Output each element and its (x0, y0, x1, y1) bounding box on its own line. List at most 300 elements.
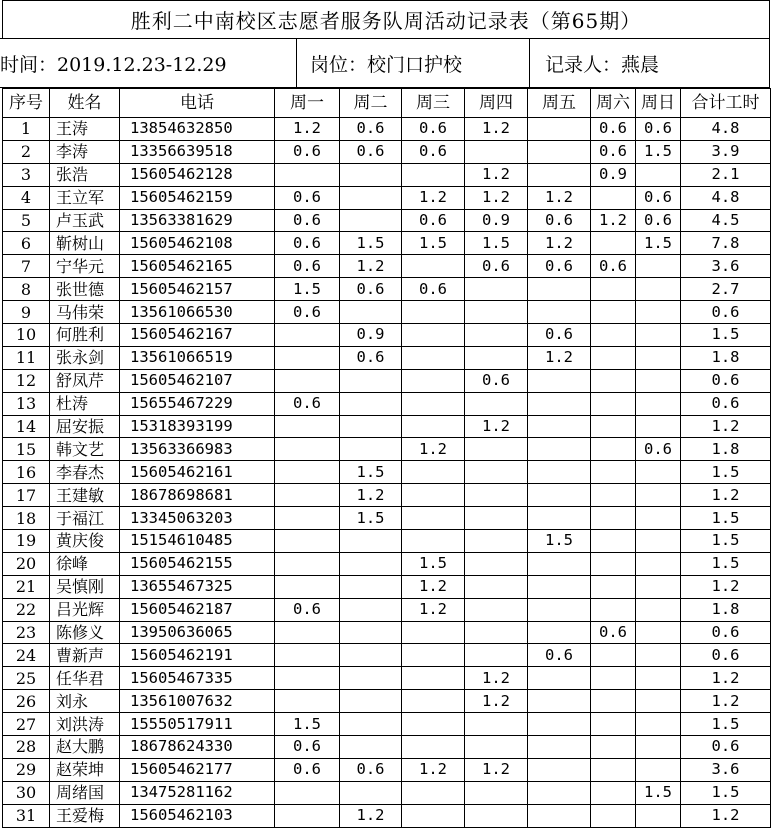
phone-number: 15605462187 (120, 598, 275, 621)
hours-wed: 1.2 (402, 598, 465, 621)
header-sat: 周六 (591, 89, 636, 118)
hours-fri (528, 667, 591, 690)
phone-number: 13655467325 (120, 575, 275, 598)
hours-wed: 1.2 (402, 438, 465, 461)
phone-number: 13561007632 (120, 690, 275, 713)
hours-mon (275, 369, 340, 392)
row-index: 26 (3, 690, 50, 713)
phone-number: 18678624330 (120, 736, 275, 759)
table-row (3, 278, 771, 301)
volunteer-name: 李涛 (50, 140, 120, 163)
phone-number: 13345063203 (120, 507, 275, 530)
hours-sun (636, 278, 681, 301)
hours-sun: 0.6 (636, 209, 681, 232)
hours-tue (340, 301, 402, 324)
hours-tue (340, 690, 402, 713)
phone-number: 13561066519 (120, 346, 275, 369)
row-index: 8 (3, 278, 50, 301)
hours-thu: 0.6 (465, 255, 528, 278)
hours-tue (340, 552, 402, 575)
hours-wed (402, 507, 465, 530)
hours-sat: 0.6 (591, 140, 636, 163)
hours-tue (340, 781, 402, 804)
hours-total: 0.6 (681, 644, 771, 667)
table-row (3, 621, 771, 644)
hours-total: 2.7 (681, 278, 771, 301)
hours-wed (402, 163, 465, 186)
table-row (3, 438, 771, 461)
hours-fri (528, 461, 591, 484)
hours-mon (275, 621, 340, 644)
hours-mon (275, 484, 340, 507)
volunteer-name: 陈修义 (50, 621, 120, 644)
hours-total: 1.5 (681, 461, 771, 484)
hours-thu (465, 736, 528, 759)
hours-thu (465, 507, 528, 530)
hours-tue (340, 530, 402, 553)
phone-number: 13950636065 (120, 621, 275, 644)
hours-wed: 0.6 (402, 118, 465, 141)
hours-total: 1.8 (681, 346, 771, 369)
hours-mon: 0.6 (275, 758, 340, 781)
hours-wed (402, 346, 465, 369)
header-mon: 周一 (275, 89, 340, 118)
volunteer-name: 王建敏 (50, 484, 120, 507)
phone-number: 15605462159 (120, 186, 275, 209)
hours-mon (275, 804, 340, 827)
hours-thu (465, 575, 528, 598)
table-row (3, 346, 771, 369)
table-row (3, 484, 771, 507)
hours-mon (275, 415, 340, 438)
hours-total: 1.2 (681, 575, 771, 598)
hours-tue: 1.5 (340, 461, 402, 484)
volunteer-name: 赵荣坤 (50, 758, 120, 781)
hours-sat (591, 415, 636, 438)
info-divider (296, 39, 297, 87)
hours-tue (340, 438, 402, 461)
hours-tue (340, 598, 402, 621)
hours-sun: 1.5 (636, 140, 681, 163)
hours-thu (465, 713, 528, 736)
row-index: 24 (3, 644, 50, 667)
hours-thu (465, 392, 528, 415)
header-total: 合计工时 (681, 89, 771, 118)
phone-number: 13561066530 (120, 301, 275, 324)
hours-sat (591, 552, 636, 575)
hours-sun (636, 713, 681, 736)
hours-sat (591, 301, 636, 324)
hours-wed: 1.5 (402, 232, 465, 255)
hours-tue (340, 415, 402, 438)
hours-fri (528, 369, 591, 392)
hours-sun (636, 255, 681, 278)
hours-sun: 0.6 (636, 118, 681, 141)
table-row (3, 461, 771, 484)
hours-mon (275, 530, 340, 553)
hours-wed: 1.2 (402, 758, 465, 781)
row-index: 3 (3, 163, 50, 186)
hours-tue (340, 736, 402, 759)
row-index: 16 (3, 461, 50, 484)
hours-sat (591, 507, 636, 530)
hours-thu (465, 484, 528, 507)
hours-fri: 1.2 (528, 346, 591, 369)
row-index: 12 (3, 369, 50, 392)
hours-fri: 0.6 (528, 255, 591, 278)
volunteer-name: 吴慎刚 (50, 575, 120, 598)
hours-total: 0.6 (681, 621, 771, 644)
row-index: 17 (3, 484, 50, 507)
hours-tue: 0.6 (340, 758, 402, 781)
hours-sat (591, 438, 636, 461)
hours-thu (465, 598, 528, 621)
table-row (3, 530, 771, 553)
hours-tue (340, 186, 402, 209)
hours-wed (402, 461, 465, 484)
hours-sun (636, 575, 681, 598)
phone-number: 13563366983 (120, 438, 275, 461)
header-sun: 周日 (636, 89, 681, 118)
hours-mon: 0.6 (275, 186, 340, 209)
hours-sat (591, 690, 636, 713)
row-index: 22 (3, 598, 50, 621)
table-row (3, 575, 771, 598)
hours-sat (591, 758, 636, 781)
hours-thu (465, 278, 528, 301)
hours-fri: 1.2 (528, 232, 591, 255)
hours-tue: 0.6 (340, 140, 402, 163)
hours-sat (591, 736, 636, 759)
hours-thu: 1.2 (465, 758, 528, 781)
table-row (3, 736, 771, 759)
phone-number: 15605462191 (120, 644, 275, 667)
hours-mon (275, 667, 340, 690)
hours-sat: 0.6 (591, 255, 636, 278)
hours-thu: 1.2 (465, 186, 528, 209)
hours-tue (340, 667, 402, 690)
hours-sun (636, 484, 681, 507)
volunteer-name: 张浩 (50, 163, 120, 186)
hours-tue (340, 713, 402, 736)
hours-sat (591, 232, 636, 255)
hours-mon: 1.5 (275, 713, 340, 736)
hours-total: 1.5 (681, 324, 771, 347)
header-phone: 电话 (120, 89, 275, 118)
table-row (3, 392, 771, 415)
hours-tue (340, 209, 402, 232)
hours-mon: 0.6 (275, 255, 340, 278)
hours-thu (465, 438, 528, 461)
hours-fri (528, 621, 591, 644)
hours-total: 1.8 (681, 598, 771, 621)
hours-sun (636, 163, 681, 186)
volunteer-name: 屈安振 (50, 415, 120, 438)
volunteer-name: 马伟荣 (50, 301, 120, 324)
hours-total: 1.2 (681, 690, 771, 713)
hours-total: 1.2 (681, 667, 771, 690)
row-index: 13 (3, 392, 50, 415)
hours-thu (465, 621, 528, 644)
hours-mon: 1.5 (275, 278, 340, 301)
hours-fri (528, 804, 591, 827)
header-fri: 周五 (528, 89, 591, 118)
hours-sun (636, 758, 681, 781)
header-tue: 周二 (340, 89, 402, 118)
sheet-title: 胜利二中南校区志愿者服务队周活动记录表（第65期） (2, 0, 770, 38)
phone-number: 15550517911 (120, 713, 275, 736)
hours-total: 3.9 (681, 140, 771, 163)
hours-sat (591, 575, 636, 598)
hours-thu: 1.2 (465, 163, 528, 186)
hours-mon (275, 507, 340, 530)
hours-fri (528, 552, 591, 575)
hours-thu (465, 461, 528, 484)
hours-total: 0.6 (681, 736, 771, 759)
hours-fri (528, 758, 591, 781)
hours-sun (636, 552, 681, 575)
hours-mon (275, 781, 340, 804)
hours-fri (528, 438, 591, 461)
phone-number: 15318393199 (120, 415, 275, 438)
row-index: 25 (3, 667, 50, 690)
hours-tue (340, 392, 402, 415)
hours-mon: 0.6 (275, 392, 340, 415)
row-index: 2 (3, 140, 50, 163)
hours-fri: 1.5 (528, 530, 591, 553)
header-thu: 周四 (465, 89, 528, 118)
row-index: 31 (3, 804, 50, 827)
hours-fri (528, 736, 591, 759)
hours-tue (340, 575, 402, 598)
phone-number: 15605462161 (120, 461, 275, 484)
row-index: 29 (3, 758, 50, 781)
hours-sun: 1.5 (636, 781, 681, 804)
volunteer-name: 任华君 (50, 667, 120, 690)
hours-sat (591, 781, 636, 804)
hours-sun (636, 690, 681, 713)
hours-fri (528, 278, 591, 301)
phone-number: 15605462157 (120, 278, 275, 301)
phone-number: 15154610485 (120, 530, 275, 553)
hours-total: 3.6 (681, 758, 771, 781)
hours-wed: 1.2 (402, 575, 465, 598)
phone-number: 13563381629 (120, 209, 275, 232)
hours-sun (636, 392, 681, 415)
hours-fri (528, 415, 591, 438)
info-divider (769, 39, 770, 87)
hours-thu (465, 552, 528, 575)
hours-fri (528, 781, 591, 804)
hours-mon (275, 690, 340, 713)
hours-sat: 1.2 (591, 209, 636, 232)
hours-wed (402, 415, 465, 438)
volunteer-name: 靳树山 (50, 232, 120, 255)
phone-number: 15605462177 (120, 758, 275, 781)
volunteer-name: 舒凤芹 (50, 369, 120, 392)
hours-thu: 0.6 (465, 369, 528, 392)
volunteer-name: 何胜利 (50, 324, 120, 347)
table-row (3, 758, 771, 781)
time-range: 时间：2019.12.23-12.29 (0, 53, 227, 76)
hours-fri (528, 598, 591, 621)
phone-number: 15605462107 (120, 369, 275, 392)
table-row (3, 163, 771, 186)
hours-wed (402, 530, 465, 553)
hours-total: 1.2 (681, 415, 771, 438)
hours-sun (636, 530, 681, 553)
hours-total: 1.5 (681, 713, 771, 736)
volunteer-name: 韩文艺 (50, 438, 120, 461)
volunteer-name: 王涛 (50, 118, 120, 141)
table-row (3, 667, 771, 690)
recorder-label: 记录人：燕晨 (545, 53, 660, 76)
phone-number: 13356639518 (120, 140, 275, 163)
hours-fri (528, 118, 591, 141)
phone-number: 15605467335 (120, 667, 275, 690)
hours-fri (528, 140, 591, 163)
hours-thu: 1.2 (465, 118, 528, 141)
hours-sun (636, 621, 681, 644)
volunteer-name: 刘洪涛 (50, 713, 120, 736)
table-row (3, 255, 771, 278)
row-index: 21 (3, 575, 50, 598)
hours-total: 1.2 (681, 804, 771, 827)
hours-mon (275, 552, 340, 575)
row-index: 30 (3, 781, 50, 804)
header-name: 姓名 (50, 89, 120, 118)
hours-mon (275, 163, 340, 186)
hours-sat: 0.6 (591, 118, 636, 141)
hours-wed (402, 369, 465, 392)
hours-tue (340, 621, 402, 644)
hours-mon: 0.6 (275, 598, 340, 621)
table-body (3, 118, 771, 828)
hours-thu (465, 644, 528, 667)
hours-thu (465, 301, 528, 324)
hours-fri: 0.6 (528, 644, 591, 667)
table-row (3, 369, 771, 392)
table-row (3, 232, 771, 255)
row-index: 9 (3, 301, 50, 324)
hours-sat (591, 346, 636, 369)
hours-sun (636, 736, 681, 759)
hours-wed (402, 484, 465, 507)
table-row (3, 713, 771, 736)
hours-sat (591, 461, 636, 484)
hours-thu: 1.2 (465, 690, 528, 713)
hours-wed (402, 713, 465, 736)
table-row (3, 140, 771, 163)
hours-fri: 0.6 (528, 209, 591, 232)
hours-mon: 1.2 (275, 118, 340, 141)
volunteer-name: 吕光辉 (50, 598, 120, 621)
table-row (3, 118, 771, 141)
hours-mon (275, 575, 340, 598)
volunteer-name: 杜涛 (50, 392, 120, 415)
hours-wed: 0.6 (402, 140, 465, 163)
phone-number: 13475281162 (120, 781, 275, 804)
hours-tue (340, 369, 402, 392)
hours-wed (402, 736, 465, 759)
header-wed: 周三 (402, 89, 465, 118)
hours-total: 2.1 (681, 163, 771, 186)
hours-tue (340, 163, 402, 186)
hours-mon (275, 346, 340, 369)
info-row (0, 38, 770, 88)
table-row (3, 301, 771, 324)
hours-sun (636, 324, 681, 347)
table-row (3, 552, 771, 575)
phone-number: 15605462155 (120, 552, 275, 575)
row-index: 20 (3, 552, 50, 575)
hours-tue: 1.2 (340, 804, 402, 827)
hours-tue: 1.2 (340, 484, 402, 507)
volunteer-name: 曹新声 (50, 644, 120, 667)
post-label: 岗位：校门口护校 (310, 53, 463, 76)
table-row (3, 804, 771, 827)
hours-sun: 0.6 (636, 438, 681, 461)
hours-tue: 1.5 (340, 232, 402, 255)
hours-mon: 0.6 (275, 140, 340, 163)
hours-sun (636, 804, 681, 827)
phone-number: 15605462165 (120, 255, 275, 278)
table-header-row (3, 89, 771, 118)
hours-total: 1.5 (681, 781, 771, 804)
row-index: 11 (3, 346, 50, 369)
hours-fri: 1.2 (528, 186, 591, 209)
hours-tue (340, 644, 402, 667)
table-row (3, 186, 771, 209)
hours-thu (465, 346, 528, 369)
hours-fri: 0.6 (528, 324, 591, 347)
hours-thu (465, 140, 528, 163)
hours-tue: 1.5 (340, 507, 402, 530)
hours-thu (465, 781, 528, 804)
table-row (3, 781, 771, 804)
hours-sat (591, 278, 636, 301)
hours-mon: 0.6 (275, 209, 340, 232)
hours-total: 1.5 (681, 552, 771, 575)
table-row (3, 644, 771, 667)
volunteer-name: 周绪国 (50, 781, 120, 804)
hours-wed (402, 804, 465, 827)
hours-tue: 1.2 (340, 255, 402, 278)
hours-fri (528, 484, 591, 507)
hours-mon (275, 438, 340, 461)
hours-total: 4.5 (681, 209, 771, 232)
volunteer-name: 王爱梅 (50, 804, 120, 827)
volunteer-name: 宁华元 (50, 255, 120, 278)
phone-number: 15605462103 (120, 804, 275, 827)
hours-fri (528, 507, 591, 530)
hours-thu: 1.2 (465, 667, 528, 690)
hours-total: 1.5 (681, 507, 771, 530)
hours-thu (465, 804, 528, 827)
row-index: 18 (3, 507, 50, 530)
row-index: 19 (3, 530, 50, 553)
hours-wed (402, 644, 465, 667)
row-index: 15 (3, 438, 50, 461)
hours-sun: 0.6 (636, 186, 681, 209)
hours-sat (591, 804, 636, 827)
table-row (3, 415, 771, 438)
hours-sat (591, 484, 636, 507)
table-row (3, 598, 771, 621)
hours-tue: 0.9 (340, 324, 402, 347)
volunteer-name: 于福江 (50, 507, 120, 530)
hours-wed (402, 301, 465, 324)
